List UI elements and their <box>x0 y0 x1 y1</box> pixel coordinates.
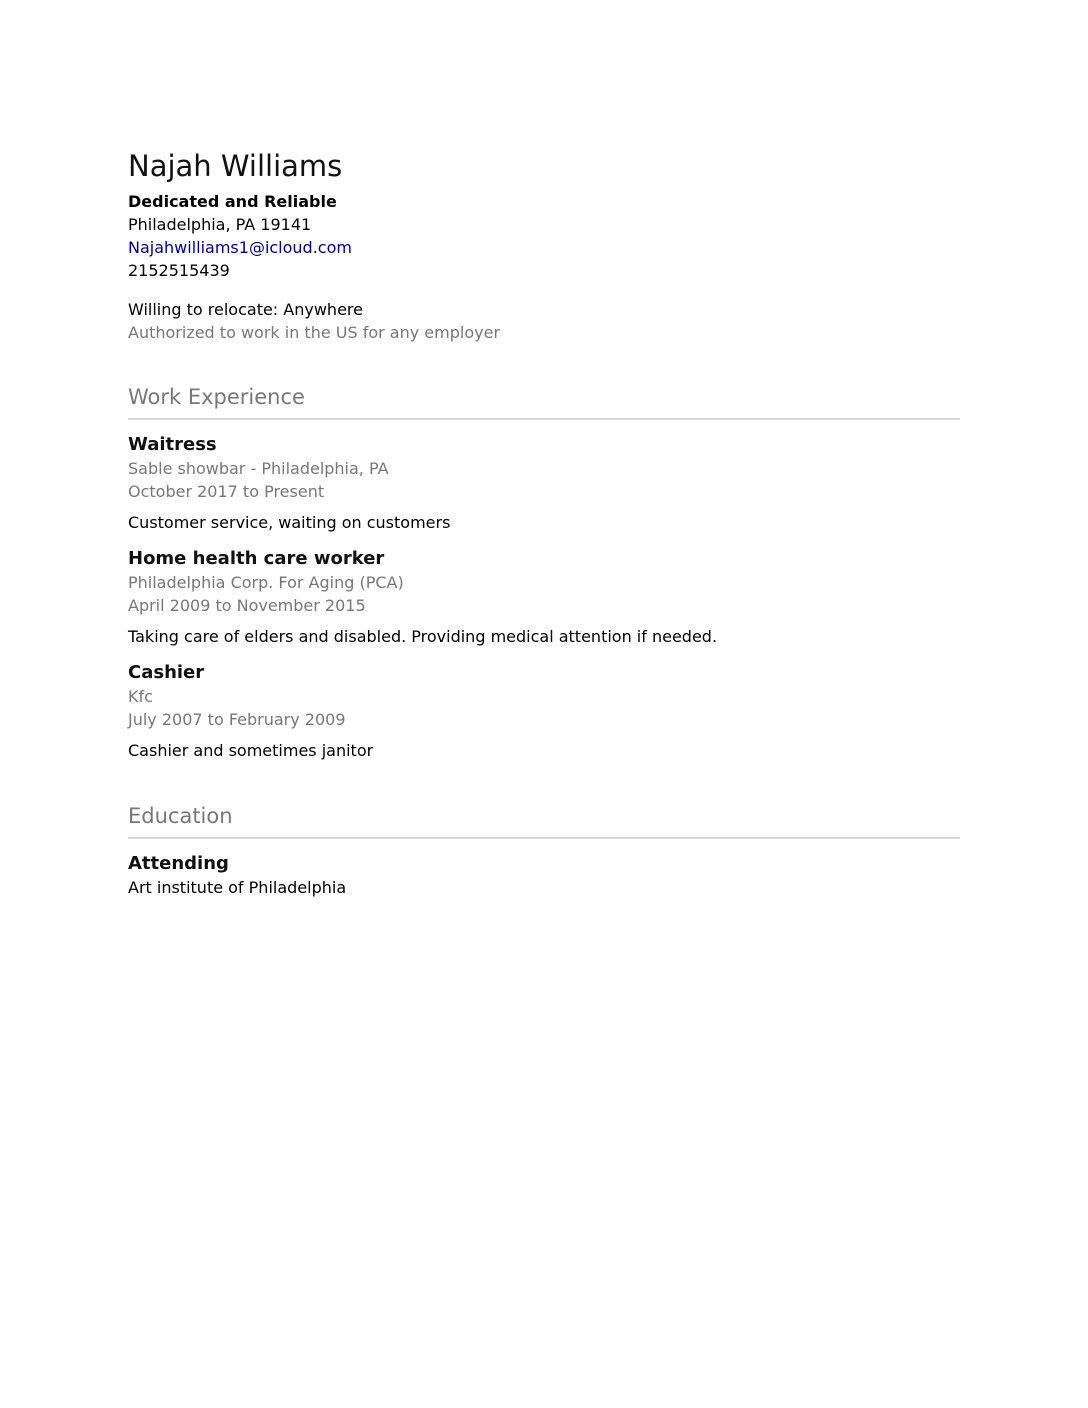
email-link[interactable]: Najahwilliams1@icloud.com <box>128 238 352 257</box>
work-experience-section <box>128 382 960 762</box>
resume-page <box>128 146 960 899</box>
education-degree: Attending <box>128 853 229 874</box>
education-entry <box>128 852 960 899</box>
job-description: Taking care of elders and disabled. Providing medical attention if needed. <box>128 627 718 646</box>
education-section <box>128 801 960 899</box>
section-title-education: Education <box>128 804 233 828</box>
location: Philadelphia, PA 19141 <box>128 215 312 234</box>
job-title: Home health care worker <box>128 548 385 569</box>
job-company: Philadelphia Corp. For Aging (PCA) <box>128 573 404 592</box>
section-divider <box>128 837 960 839</box>
headline: Dedicated and Reliable <box>128 192 337 211</box>
relocate-note: Willing to relocate: Anywhere <box>128 300 363 319</box>
job-entry <box>128 433 960 534</box>
resume-header <box>128 146 960 344</box>
job-description: Cashier and sometimes janitor <box>128 741 374 760</box>
education-school: Art institute of Philadelphia <box>128 878 347 897</box>
job-dates: October 2017 to Present <box>128 482 325 501</box>
section-title-work: Work Experience <box>128 385 305 409</box>
work-authorization: Authorized to work in the US for any employer <box>128 323 501 342</box>
job-company: Sable showbar - Philadelphia, PA <box>128 459 389 478</box>
job-entry <box>128 661 960 762</box>
job-company: Kfc <box>128 687 153 706</box>
job-title: Waitress <box>128 434 217 455</box>
phone-number: 2152515439 <box>128 261 230 280</box>
job-dates: April 2009 to November 2015 <box>128 596 366 615</box>
job-entry <box>128 547 960 648</box>
job-title: Cashier <box>128 662 205 683</box>
section-divider <box>128 418 960 420</box>
candidate-name: Najah Williams <box>128 149 343 183</box>
job-dates: July 2007 to February 2009 <box>128 710 346 729</box>
job-description: Customer service, waiting on customers <box>128 513 451 532</box>
